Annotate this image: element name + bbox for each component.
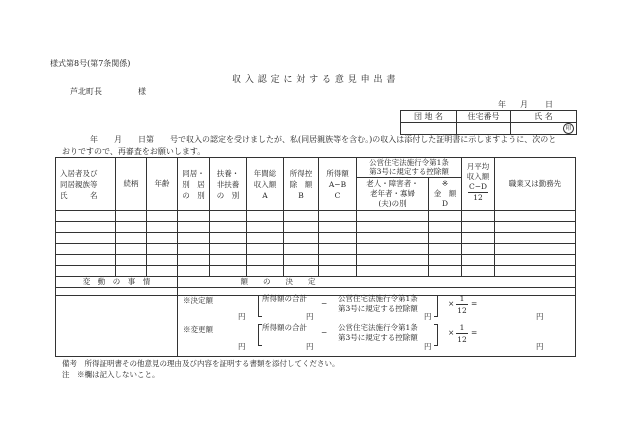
unit-number-field[interactable] [457, 123, 511, 135]
changed-frac-den: 12 [457, 335, 467, 344]
header-housing-deduction-1: 公営住宅法施行令第1条 [369, 158, 449, 167]
header-occupation: 職業又は勤務先 [508, 179, 562, 188]
decided-yen-4: 円 [536, 312, 544, 321]
date-day: 日 [545, 100, 553, 109]
header-income-deduction-2: 除 額 [289, 180, 313, 189]
decision-header: 額 の 決 定 [240, 277, 316, 286]
decided-income-total: 所得額の合計 [262, 294, 307, 303]
changed-yen-2: 円 [306, 342, 314, 351]
changed-amount-label: ※変更額 [183, 325, 213, 334]
header-housing-deduction-2: 第3号に規定する控除額 [369, 167, 449, 176]
changed-yen-4: 円 [536, 342, 544, 351]
header-elderly-3: (夫)の別 [378, 199, 407, 208]
complex-name-label: 団 地 名 [401, 111, 457, 123]
changed-deduction-2: 第3号に規定する控除額 [338, 333, 418, 342]
name-field[interactable] [511, 123, 577, 135]
header-monthly-1: 月平均 [466, 162, 490, 171]
form-number: 様式第8号(第7条関係) [50, 59, 131, 68]
header-dependent-3: の 別 [216, 191, 240, 200]
header-relationship: 続柄 [123, 179, 139, 188]
decided-frac-den: 12 [457, 306, 467, 315]
changed-yen-3: 円 [424, 342, 432, 351]
complex-name-field[interactable] [401, 123, 457, 135]
header-annual-income-1: 年間総 [253, 169, 277, 178]
decided-equals: = [471, 299, 478, 308]
date-year: 年 [498, 100, 506, 109]
changed-income-total: 所得額の合計 [262, 323, 307, 332]
header-cohabiting-2: 別 居 [182, 180, 205, 189]
header-annual-income-3: A [262, 191, 268, 200]
header-resident-2: 同居親族等 [60, 180, 98, 189]
changed-yen-1: 円 [238, 342, 246, 351]
document-title: 収 入 認 定 に 対 す る 意 見 申 出 書 [232, 75, 396, 85]
header-income-deduction-1: 所得控 [289, 169, 313, 178]
header-cohabiting-3: の 別 [182, 191, 205, 200]
header-amount-d-1: ※ [441, 179, 449, 188]
header-elderly-2: 老年者・寡婦 [370, 189, 415, 198]
decided-frac-num: 1 [459, 294, 465, 303]
header-dependent-1: 扶養・ [216, 169, 240, 178]
header-monthly-4: 12 [473, 193, 483, 202]
seal-mark: 印 [563, 123, 574, 134]
decided-yen-1: 円 [238, 312, 246, 321]
header-annual-income-2: 収入額 [253, 180, 277, 189]
header-income-amount-3: C [334, 191, 341, 200]
body-text-line-2: おりですので、再審査をお願いします。 [62, 147, 206, 156]
header-cohabiting-1: 同居・ [182, 169, 205, 178]
changed-times: × [448, 328, 455, 337]
header-age: 年齢 [154, 179, 170, 188]
changed-minus: − [321, 328, 328, 337]
note-remarks: 備考 所得証明書その他意見の理由及び内容を証明する書類を添付してください。 [62, 359, 340, 368]
body-text-line-1: 年 月 日第 号で収入の認定を受けましたが、私(同居親族等を含む。)の収入は添付した証明書に示しますように、次のと [90, 135, 557, 144]
decided-amount-label: ※決定額 [183, 296, 213, 305]
header-income-deduction-3: B [298, 191, 304, 200]
header-amount-d-3: D [441, 199, 448, 208]
decided-yen-3: 円 [424, 312, 432, 321]
addressee: 芦北町長 [70, 87, 102, 96]
header-monthly-3: C−D [468, 182, 488, 191]
date-month: 月 [520, 100, 528, 109]
decided-yen-2: 円 [306, 312, 314, 321]
header-resident-3: 氏 名 [60, 191, 98, 200]
income-table [55, 157, 576, 357]
addressee-honorific: 様 [138, 87, 146, 96]
header-monthly-2: 収入額 [466, 172, 490, 181]
header-income-amount-1: 所得額 [326, 169, 349, 178]
header-dependent-2: 非扶養 [216, 180, 240, 189]
decided-times: × [448, 299, 455, 308]
name-label: 氏 名 [511, 111, 577, 123]
changed-frac-num: 1 [459, 323, 465, 332]
decided-deduction-2: 第3号に規定する控除額 [338, 304, 418, 313]
applicant-box [400, 110, 577, 135]
decided-deduction-1: 公営住宅法施行令第1条 [338, 294, 418, 303]
header-resident-1: 入居者及び [60, 169, 98, 178]
change-reason-header: 変 動 の 事 情 [82, 277, 151, 286]
changed-equals: = [471, 328, 478, 337]
note-caution: 注 ※欄は記入しないこと。 [62, 370, 160, 379]
header-income-amount-2: A−B [328, 180, 347, 189]
header-elderly-1: 老人・障害者・ [366, 179, 419, 188]
changed-deduction-1: 公営住宅法施行令第1条 [338, 323, 418, 332]
decided-minus: − [321, 299, 328, 308]
header-amount-d-2: 金 額 [433, 189, 457, 198]
unit-number-label: 住宅番号 [457, 111, 511, 123]
